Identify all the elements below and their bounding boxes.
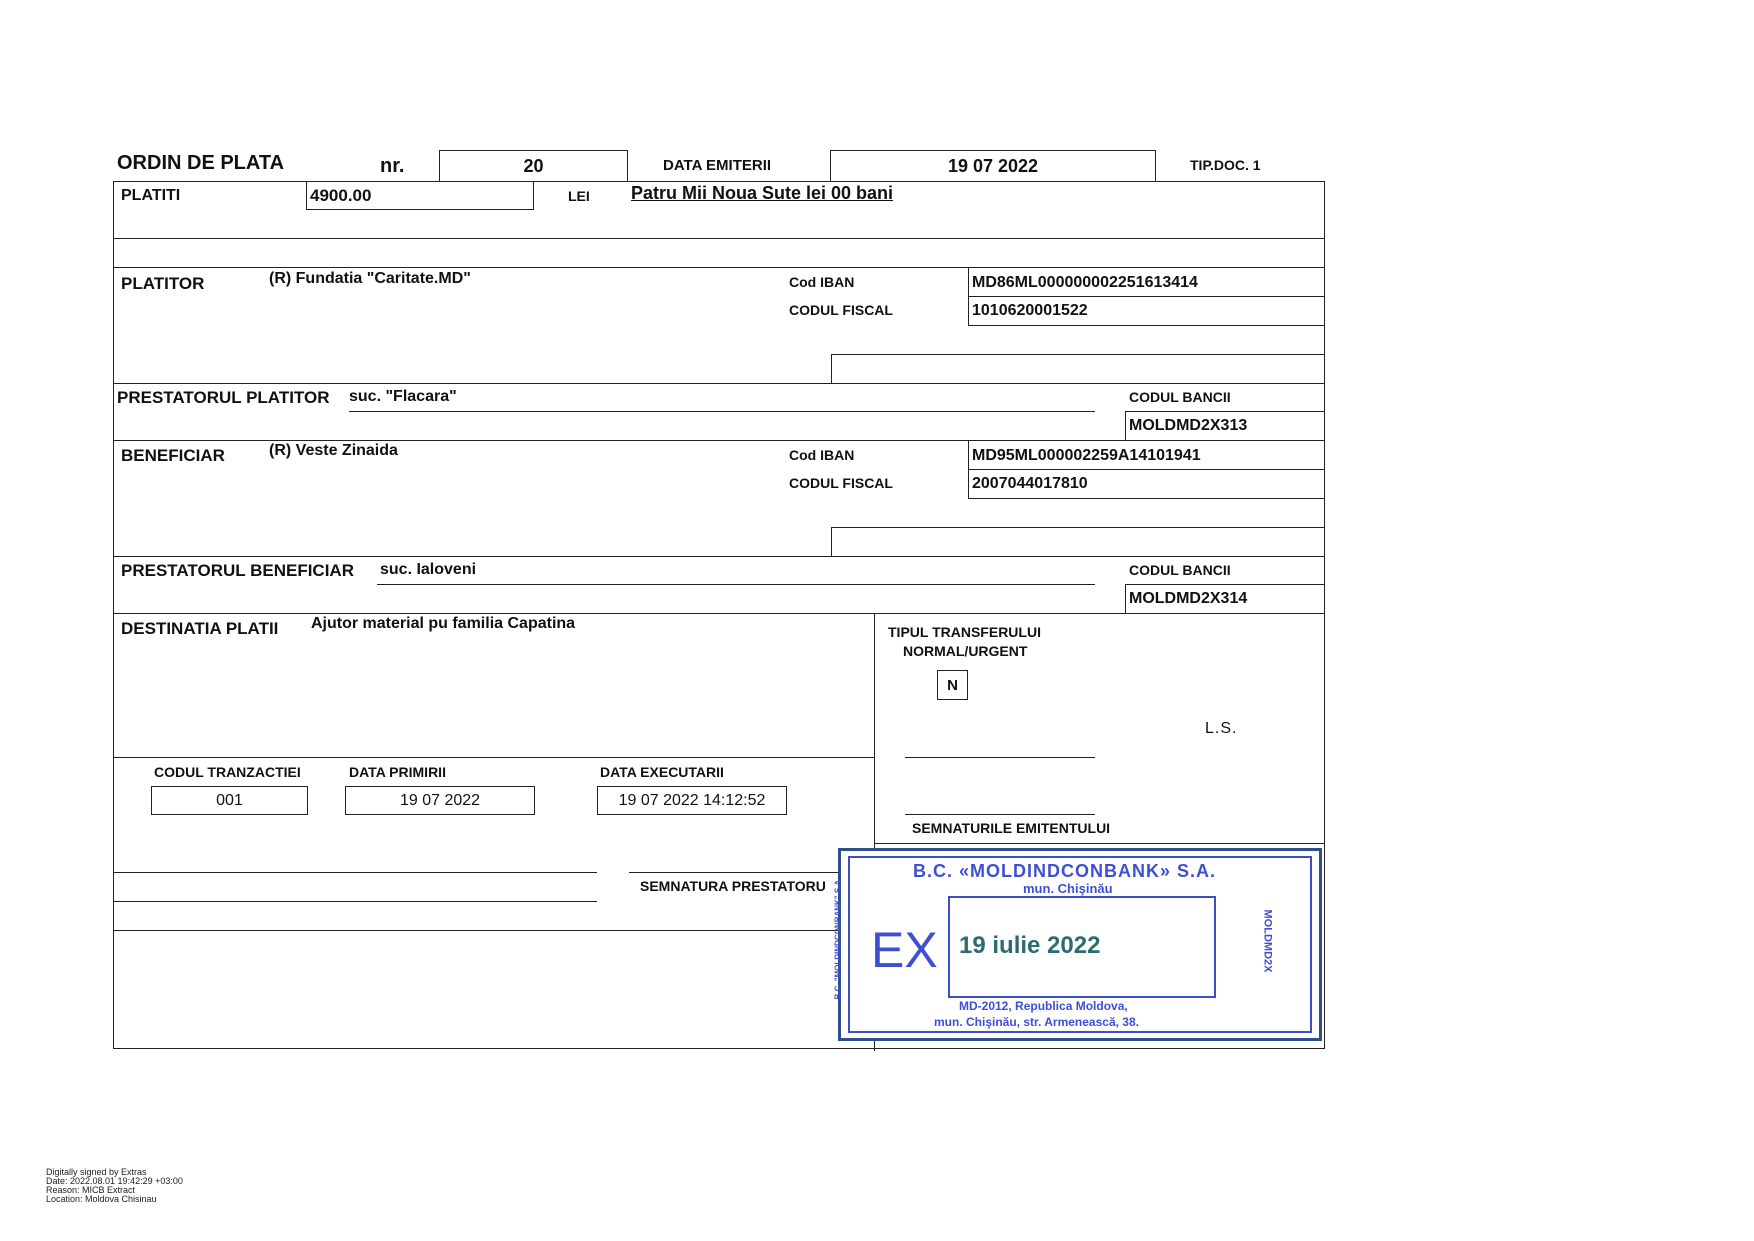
divider	[113, 440, 1325, 441]
divider	[113, 872, 597, 873]
payer-label: PLATITOR	[121, 274, 205, 293]
seal-place-label: L.S.	[1205, 720, 1238, 737]
execution-date-field: 19 07 2022 14:12:52	[597, 786, 787, 815]
beneficiary-fiscal-code: 2007044017810	[972, 475, 1088, 492]
issue-date-field: 19 07 2022	[830, 150, 1156, 182]
beneficiary-name: (R) Veste Zinaida	[269, 442, 398, 459]
divider	[113, 267, 1325, 268]
divider	[377, 584, 1095, 585]
divider	[113, 556, 1325, 557]
stamp-address-line1: MD-2012, Republica Moldova,	[959, 999, 1128, 1013]
payer-bank-label: PRESTATORUL PLATITOR	[117, 388, 330, 407]
stamp-side-text-right: MOLDMD2X	[1261, 909, 1274, 973]
digital-signature-line2: Date: 2022.08.01 19:42:29 +03:00	[46, 1176, 183, 1186]
divider	[831, 527, 832, 556]
payer-iban: MD86ML000000002251613414	[972, 274, 1198, 291]
divider	[113, 238, 1325, 239]
beneficiary-label: BENEFICIAR	[121, 446, 225, 465]
digital-signature-line4: Location: Moldova Chisinau	[46, 1194, 157, 1204]
beneficiary-fiscal-label: CODUL FISCAL	[789, 475, 893, 491]
divider	[113, 930, 874, 931]
beneficiary-bank-label: PRESTATORUL BENEFICIAR	[121, 561, 354, 580]
doc-type-label: TIP.DOC. 1	[1190, 157, 1261, 173]
purpose-label: DESTINATIA PLATII	[121, 619, 279, 638]
payer-bank-code-label: CODUL BANCII	[1129, 389, 1231, 405]
payer-iban-label: Cod IBAN	[789, 274, 855, 290]
divider	[968, 296, 1325, 297]
amount-in-words: Patru Mii Noua Sute lei 00 bani	[631, 183, 894, 203]
divider	[113, 383, 1325, 384]
beneficiary-iban-label: Cod IBAN	[789, 447, 855, 463]
issuer-signatures-label: SEMNATURILE EMITENTULUI	[912, 820, 1111, 836]
transfer-type-field: N	[937, 670, 968, 700]
transfer-type-label: TIPUL TRANSFERULUI	[888, 624, 1041, 640]
purpose-value: Ajutor material pu familia Capatina	[311, 615, 576, 632]
stamp-city: mun. Chişinău	[1023, 881, 1113, 896]
received-date-field: 19 07 2022	[345, 786, 535, 815]
signature-line	[905, 814, 1095, 815]
digital-signature-line1: Digitally signed by Extras	[46, 1167, 147, 1177]
stamp-side-text-left: B.C. "MOLDINDCONBANK" S.A.	[833, 877, 843, 1000]
divider	[968, 469, 1325, 470]
payer-fiscal-code: 1010620001522	[972, 302, 1088, 319]
divider	[113, 757, 874, 758]
issue-date-label: DATA EMITERII	[663, 157, 772, 174]
payer-name: (R) Fundatia "Caritate.MD"	[269, 270, 471, 287]
divider	[831, 354, 1325, 355]
payer-fiscal-label: CODUL FISCAL	[789, 302, 893, 318]
transaction-code-label: CODUL TRANZACTIEI	[154, 764, 301, 780]
amount-field: 4900.00	[306, 181, 534, 210]
digital-signature-line3: Reason: MICB Extract	[46, 1185, 136, 1195]
provider-signature-label: SEMNATURA PRESTATORU	[640, 878, 826, 894]
bank-stamp	[833, 848, 1322, 1041]
transaction-code-field: 001	[151, 786, 308, 815]
divider	[874, 843, 1325, 844]
signature-line	[905, 757, 1095, 758]
beneficiary-iban: MD95ML000002259A14101941	[972, 447, 1201, 464]
stamp-date: 19 iulie 2022	[959, 932, 1101, 959]
divider	[968, 325, 1325, 326]
divider	[113, 901, 597, 902]
amount-label: PLATITI	[121, 187, 181, 204]
transfer-mode-label: NORMAL/URGENT	[903, 643, 1028, 659]
divider	[831, 527, 1325, 528]
payer-bank-name: suc. "Flacara"	[349, 388, 457, 405]
nr-label: nr.	[380, 155, 405, 177]
divider	[1125, 411, 1325, 412]
currency-label: LEI	[568, 188, 590, 204]
divider	[968, 498, 1325, 499]
payer-bank-code: MOLDMD2X313	[1129, 417, 1248, 434]
divider	[1125, 584, 1325, 585]
beneficiary-bank-name: suc. Ialoveni	[380, 561, 477, 578]
divider	[831, 354, 832, 383]
divider	[113, 613, 1325, 614]
document-title: ORDIN DE PLATA	[117, 152, 285, 174]
stamp-ex: EX	[871, 922, 938, 978]
beneficiary-bank-code-label: CODUL BANCII	[1129, 562, 1231, 578]
divider	[1125, 411, 1126, 440]
received-date-label: DATA PRIMIRII	[349, 764, 446, 780]
beneficiary-bank-code: MOLDMD2X314	[1129, 590, 1248, 607]
stamp-address-line2: mun. Chişinău, str. Armenească, 38.	[934, 1015, 1139, 1029]
divider	[1125, 584, 1126, 613]
order-number-field: 20	[439, 150, 628, 182]
divider	[349, 411, 1095, 412]
execution-date-label: DATA EXECUTARII	[600, 764, 724, 780]
stamp-bank-name: B.C. «MOLDINDCONBANK» S.A.	[913, 861, 1217, 881]
